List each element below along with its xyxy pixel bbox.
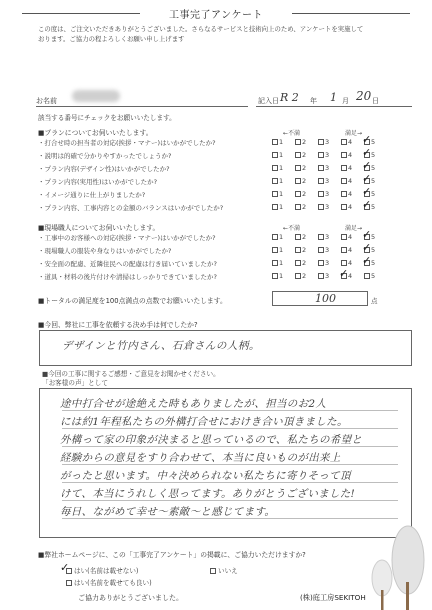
rating-option-2[interactable] bbox=[295, 190, 306, 198]
rating-option-number: 3 bbox=[325, 259, 330, 267]
total-score-value: 100 bbox=[315, 292, 336, 305]
instruction-text: 該当する番号にチェックをお願いいたします。 bbox=[38, 114, 176, 122]
question-label: ・打合せ時の担当者の対応(挨拶・マナー)はいかがでしたか? bbox=[38, 139, 216, 147]
rating-option-1[interactable] bbox=[272, 272, 283, 280]
rating-option-5[interactable] bbox=[362, 241, 376, 254]
checkbox-icon bbox=[295, 204, 301, 210]
rating-option-4[interactable] bbox=[341, 246, 352, 254]
rating-option-3[interactable] bbox=[318, 272, 329, 280]
checkbox-icon bbox=[295, 139, 301, 145]
title-rule-left bbox=[22, 13, 140, 14]
rating-option-3[interactable] bbox=[318, 164, 329, 172]
checkbox-icon bbox=[272, 191, 278, 197]
checkbox-icon bbox=[341, 204, 347, 210]
checkbox-icon bbox=[295, 152, 301, 158]
checkbox-icon bbox=[272, 165, 278, 171]
check-mark-icon: ✓ bbox=[362, 198, 372, 211]
scale-low-label: ←不満 bbox=[283, 225, 301, 232]
rating-option-number: 4 bbox=[348, 177, 353, 185]
question-label: ・道具・材料の後片付けや清掃はしっかりできていましたか? bbox=[38, 273, 217, 281]
rating-option-number: 2 bbox=[302, 177, 307, 185]
rating-option-number: 2 bbox=[302, 151, 307, 159]
rating-option-4[interactable] bbox=[341, 151, 352, 159]
question-label: ・プラン内容、工事内容との金額のバランスはいかがでしたか? bbox=[38, 204, 224, 212]
scale-low-label: ←不満 bbox=[283, 130, 301, 137]
checkbox-icon bbox=[272, 273, 278, 279]
rating-option-5[interactable] bbox=[362, 159, 376, 172]
scale-high-label: 満足→ bbox=[345, 130, 363, 137]
rating-option-4[interactable] bbox=[341, 259, 352, 267]
rating-option-5[interactable] bbox=[364, 272, 375, 280]
rating-option-number: 4 bbox=[348, 203, 353, 211]
checkbox-icon bbox=[295, 260, 301, 266]
rating-option-number: 1 bbox=[279, 138, 284, 146]
rating-row bbox=[272, 254, 402, 268]
check-mark-icon: ✓ bbox=[362, 228, 372, 241]
checkbox-icon bbox=[318, 139, 324, 145]
rating-option-number: 5 bbox=[371, 259, 376, 267]
check-mark-icon: ✓ bbox=[362, 254, 372, 267]
checkbox-icon bbox=[295, 191, 301, 197]
rating-option-3[interactable] bbox=[318, 246, 329, 254]
check-mark-icon: ✓ bbox=[362, 185, 372, 198]
question-label: ・イメージ通りに仕上がりましたか? bbox=[38, 191, 146, 199]
date-month-unit: 月 bbox=[342, 97, 349, 105]
rating-option-number: 4 bbox=[348, 233, 353, 241]
rating-option-2[interactable] bbox=[295, 246, 306, 254]
name-label: お名前 bbox=[36, 97, 57, 105]
section-craftsmen-heading: ■現場職人についてお伺いいたします。 bbox=[38, 224, 160, 232]
reason-answer: デザインと竹内さん、石倉さんの人柄。 bbox=[62, 340, 260, 352]
rating-row bbox=[272, 159, 402, 173]
checkbox-icon bbox=[272, 234, 278, 240]
rating-option-2[interactable] bbox=[295, 233, 306, 241]
checkbox-icon bbox=[318, 273, 324, 279]
checkbox-icon bbox=[318, 178, 324, 184]
rating-option-5[interactable] bbox=[362, 185, 376, 198]
rating-option-number: 5 bbox=[371, 177, 376, 185]
checkbox-icon bbox=[272, 204, 278, 210]
rating-option-number: 4 bbox=[348, 190, 353, 198]
checkbox-icon bbox=[318, 165, 324, 171]
rating-option-number: 5 bbox=[371, 151, 376, 159]
checkbox-icon bbox=[341, 247, 347, 253]
checkbox-icon bbox=[66, 580, 72, 586]
checkbox-icon bbox=[318, 191, 324, 197]
rating-option-3[interactable] bbox=[318, 190, 329, 198]
page-title: 工事完了アンケート bbox=[169, 10, 263, 21]
rating-option-4[interactable] bbox=[341, 203, 352, 211]
rating-option-number: 5 bbox=[371, 190, 376, 198]
rating-option-3[interactable] bbox=[318, 151, 329, 159]
rating-option-3[interactable] bbox=[318, 177, 329, 185]
check-mark-icon: ✓ bbox=[362, 241, 372, 254]
voice-answer-line: 途中打合せが途絶えた時もありましたが、担当のお2人 bbox=[60, 398, 327, 410]
question-label: ・プラン内容(実用性)はいかがでしたか? bbox=[38, 178, 158, 186]
date-day-unit: 日 bbox=[372, 97, 379, 105]
checkbox-icon bbox=[272, 139, 278, 145]
rating-option-number: 5 bbox=[371, 272, 376, 280]
rating-option-1[interactable] bbox=[272, 246, 283, 254]
rating-option-number: 2 bbox=[302, 246, 307, 254]
rating-option-number: 3 bbox=[325, 177, 330, 185]
checkbox-icon bbox=[295, 247, 301, 253]
rating-option-2[interactable] bbox=[295, 151, 306, 159]
rating-option-number: 1 bbox=[279, 259, 284, 267]
rating-option-number: 2 bbox=[302, 233, 307, 241]
rating-option-3[interactable] bbox=[318, 233, 329, 241]
rating-option-number: 1 bbox=[279, 203, 284, 211]
section-plan-heading: ■プランについてお伺いいたします。 bbox=[38, 129, 153, 137]
rating-option-4[interactable] bbox=[341, 190, 352, 198]
checkbox-icon bbox=[295, 234, 301, 240]
rating-option-number: 1 bbox=[279, 177, 284, 185]
scale-high-label: 満足→ bbox=[345, 225, 363, 232]
rating-option-number: 5 bbox=[371, 164, 376, 172]
footer-thanks: ご協力ありがとうございました。 bbox=[78, 594, 183, 602]
question-label: ・説明は的確で分かりやすかったでしょうか? bbox=[38, 152, 172, 160]
check-mark-icon: ✓ bbox=[60, 561, 70, 574]
rating-option-number: 2 bbox=[302, 164, 307, 172]
voice-answer-line: には約1年程私たちの外構打合せにおけき合い頂きました。 bbox=[60, 416, 348, 428]
rating-option-1[interactable] bbox=[272, 259, 283, 267]
rating-option-3[interactable] bbox=[318, 138, 329, 146]
rating-option-number: 3 bbox=[325, 138, 330, 146]
title-rule-right bbox=[292, 13, 410, 14]
checkbox-icon bbox=[318, 234, 324, 240]
rating-option-number: 4 bbox=[348, 138, 353, 146]
rating-option-5[interactable] bbox=[362, 254, 376, 267]
rating-option-5[interactable] bbox=[362, 172, 376, 185]
name-field-line bbox=[36, 106, 248, 107]
checkbox-icon bbox=[272, 152, 278, 158]
voice-intro: ■今回の工事に関するご感想・ご意見をお聞かせください。 「お客様の声」として bbox=[42, 370, 220, 387]
checkbox-icon bbox=[295, 273, 301, 279]
checkbox-icon bbox=[272, 247, 278, 253]
date-label: 記入日 bbox=[258, 97, 279, 105]
rating-option-2[interactable] bbox=[295, 203, 306, 211]
checkbox-icon bbox=[341, 191, 347, 197]
date-era-year: R 2 bbox=[280, 91, 299, 104]
rating-row bbox=[272, 146, 402, 160]
rating-option-1[interactable] bbox=[272, 233, 283, 241]
checkbox-icon bbox=[272, 178, 278, 184]
rating-option-number: 4 bbox=[348, 164, 353, 172]
total-score-unit: 点 bbox=[371, 297, 378, 305]
rating-row bbox=[272, 241, 402, 255]
rating-option-number: 3 bbox=[325, 151, 330, 159]
rating-option-2[interactable] bbox=[295, 259, 306, 267]
rating-option-number: 3 bbox=[325, 190, 330, 198]
rating-option-number: 2 bbox=[302, 259, 307, 267]
company-name: (株)庭工房SEKITOH bbox=[300, 593, 366, 602]
rating-option-1[interactable] bbox=[272, 190, 283, 198]
rating-option-number: 2 bbox=[302, 203, 307, 211]
rating-row bbox=[272, 185, 402, 199]
rating-option-2[interactable] bbox=[295, 164, 306, 172]
checkbox-icon bbox=[341, 234, 347, 240]
rating-option-5[interactable] bbox=[362, 228, 376, 241]
rating-option-number: 5 bbox=[371, 233, 376, 241]
intro-text: この度は、ご注文いただきありがとうございました。さらなるサービスと技術向上のため、アンケートを実施して おります。ご協力の程よろしくお願い申し上げます bbox=[38, 25, 364, 43]
rating-option-number: 1 bbox=[279, 190, 284, 198]
rating-option-1[interactable] bbox=[272, 203, 283, 211]
rating-row bbox=[272, 198, 402, 212]
checkbox-icon bbox=[341, 165, 347, 171]
date-field-line bbox=[256, 106, 412, 107]
voice-answer-line: 外構って家の印象が決まると思っているので、私たちの希望と bbox=[60, 434, 363, 446]
rating-option-number: 4 bbox=[348, 259, 353, 267]
rating-option-4[interactable] bbox=[339, 267, 353, 280]
consent-yes-anonymous: はい(名前は載せない) bbox=[66, 565, 139, 575]
voice-answer-line: 経験からの意見をすり合わせて、本当に良いものが出来上 bbox=[60, 452, 341, 464]
checkbox-icon bbox=[272, 260, 278, 266]
date-month: 1 bbox=[330, 91, 337, 104]
checkbox-icon bbox=[295, 165, 301, 171]
rating-option-number: 4 bbox=[348, 272, 353, 280]
rating-option-1[interactable] bbox=[272, 138, 283, 146]
date-year-unit: 年 bbox=[310, 97, 317, 105]
checkbox-icon bbox=[318, 260, 324, 266]
question-label: ・現場職人の服装や身なりはいかがでしたか? bbox=[38, 247, 172, 255]
rating-option-3[interactable] bbox=[318, 259, 329, 267]
checkbox-icon bbox=[318, 247, 324, 253]
checkbox-icon bbox=[341, 260, 347, 266]
question-label: ・安全面の配慮、近隣住民への配慮は行き届いていましたか? bbox=[38, 260, 217, 268]
checkbox-icon bbox=[295, 178, 301, 184]
rating-option-number: 2 bbox=[302, 190, 307, 198]
rating-option-2[interactable] bbox=[295, 177, 306, 185]
rating-option-number: 3 bbox=[325, 272, 330, 280]
rating-option-4[interactable] bbox=[341, 177, 352, 185]
reason-label: ■今回、弊社に工事を依頼する決め手は何でしたか? bbox=[38, 321, 198, 329]
date-day: 20 bbox=[356, 89, 372, 103]
rating-option-number: 1 bbox=[279, 233, 284, 241]
voice-answer-line: がったと思います。中々決められない私たちに寄りそって頂 bbox=[60, 470, 351, 482]
rating-option-number: 1 bbox=[279, 151, 284, 159]
total-score-label: ■トータルの満足度を100点満点の点数でお願いいたします。 bbox=[38, 297, 227, 305]
rating-option-1[interactable] bbox=[272, 164, 283, 172]
check-mark-icon: ✓ bbox=[362, 172, 372, 185]
rating-option-number: 3 bbox=[325, 203, 330, 211]
rating-option-3[interactable] bbox=[318, 203, 329, 211]
checkbox-icon bbox=[210, 568, 216, 574]
consent-no: いいえ bbox=[210, 565, 238, 575]
rating-option-number: 5 bbox=[371, 203, 376, 211]
rating-option-number: 2 bbox=[302, 272, 307, 280]
checkbox-icon bbox=[341, 139, 347, 145]
rating-option-number: 4 bbox=[348, 151, 353, 159]
rating-option-number: 2 bbox=[302, 138, 307, 146]
homepage-consent-label: ■弊社ホームページに、この「工事完了アンケート」の掲載に、ご協力いただけますか? bbox=[38, 551, 306, 559]
tree-decoration-icon bbox=[360, 520, 430, 610]
check-mark-icon: ✓ bbox=[339, 267, 349, 280]
checkbox-icon bbox=[341, 152, 347, 158]
rating-option-number: 1 bbox=[279, 164, 284, 172]
rating-option-number: 3 bbox=[325, 164, 330, 172]
question-label: ・プラン内容(デザイン性)はいかがでしたか? bbox=[38, 165, 170, 173]
name-field-blurred bbox=[72, 90, 120, 102]
checkbox-icon bbox=[364, 273, 370, 279]
check-mark-icon: ✓ bbox=[362, 146, 372, 159]
checkbox-icon bbox=[341, 178, 347, 184]
rating-row bbox=[272, 172, 402, 186]
rating-option-2[interactable] bbox=[295, 272, 306, 280]
rating-row bbox=[272, 267, 402, 281]
rating-option-number: 1 bbox=[279, 246, 284, 254]
rating-option-1[interactable] bbox=[272, 151, 283, 159]
rating-option-number: 3 bbox=[325, 246, 330, 254]
rating-option-5[interactable] bbox=[362, 133, 376, 146]
rating-option-5[interactable] bbox=[362, 146, 376, 159]
rating-option-1[interactable] bbox=[272, 177, 283, 185]
checkbox-icon bbox=[318, 204, 324, 210]
question-label: ・工事中のお客様への対応(挨拶・マナー)はいかがでしたか? bbox=[38, 234, 216, 242]
check-mark-icon: ✓ bbox=[362, 133, 372, 146]
check-mark-icon: ✓ bbox=[362, 159, 372, 172]
voice-answer-line: けて、本当にうれしく思ってます。ありがとうございました! bbox=[60, 488, 356, 500]
rating-option-number: 4 bbox=[348, 246, 353, 254]
rating-option-number: 3 bbox=[325, 233, 330, 241]
rating-option-4[interactable] bbox=[341, 164, 352, 172]
rating-option-5[interactable] bbox=[362, 198, 376, 211]
rating-option-number: 5 bbox=[371, 138, 376, 146]
rating-option-4[interactable] bbox=[341, 138, 352, 146]
rating-option-2[interactable] bbox=[295, 138, 306, 146]
rating-option-number: 5 bbox=[371, 246, 376, 254]
voice-answer-line: 毎日、ながめて幸せ〜素敵〜と感じてます。 bbox=[60, 506, 276, 518]
rating-option-number: 1 bbox=[279, 272, 284, 280]
rating-option-4[interactable] bbox=[341, 233, 352, 241]
checkbox-icon bbox=[318, 152, 324, 158]
consent-yes-with-name: はい(名前を載せても良い) bbox=[66, 577, 152, 587]
